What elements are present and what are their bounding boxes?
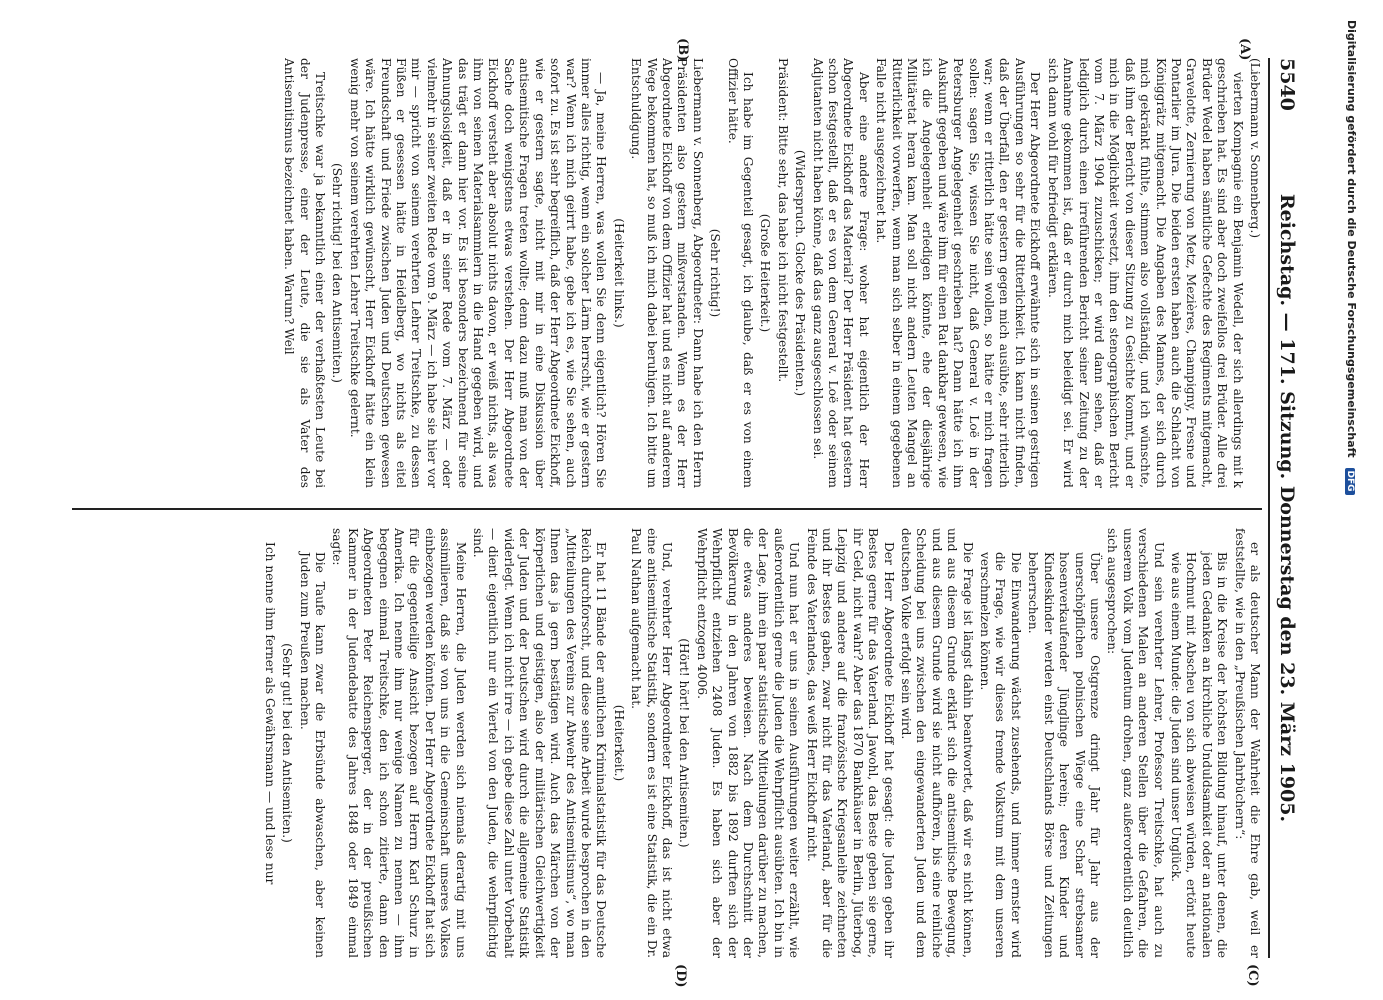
credit-text: Digitalisierung gefördert durch die Deutsche Forschungsgemeinschaft xyxy=(1345,20,1358,458)
speaker-line: (Liebermann v. Sonnenberg.) xyxy=(1248,58,1262,239)
interjection: (Heiterkeit.) xyxy=(611,704,626,782)
paragraph: Er hat 11 Bände der amtlichen Kriminalstatistik für das Deutsche Reich durchforscht, und diese seine Arbeit wurde besprochen in den „Mitteilungen des Vereins zur Abwehr des Antisemitismus“, wo man Ihnen das ja gern bestätigen wird. Auch das Märchen von der körperlichen und geistigen, also der militärischen Gleichwertigkeit der Juden und der Deutschen wird durch die allgemeine Statistik widerlegt. Wenn ich nicht irre — ich gebe diese Zahl unter Vorbehalt — dient eigentlich nur ein Viertel von den Juden, die wehrpflichtig sind. xyxy=(471,528,609,958)
running-title: Reichstag. — 171. Sitzung. Donnerstag den 23. März 1905. xyxy=(1276,193,1298,823)
paragraph: Und, verehrter Herr Abgeordneter Eickhoff, das ist nicht etwa eine antisemitische Statistik, sondern es ist eine Statistik, die ein Dr. Paul Nathan aufgemacht hat. xyxy=(629,528,674,958)
rotated-page xyxy=(60,38,1300,988)
paragraph: Ich nenne ihm ferner als Gewährsmann — und lese nur xyxy=(262,542,277,885)
paragraph: er als deutscher Mann der Wahrheit die Ehre gab, weil er feststellte, wie in den „Preußischen Jahrbüchern“: xyxy=(1232,528,1262,958)
paragraph: — Ja, meine Herren, was wollen Sie denn eigentlich? Hören Sie immer alles richtig, wenn ein solcher Lärm herrscht, wie er gestern war? Wenn ich mich geirrt habe, gebe ich es, wie Sie sehen, auch sofort zu. Es ist sehr begreiflich, daß der Herr Abgeordnete Eickhoff, wie er gestern sagte, nicht mit mir in eine Diskussion über antisemitische Fragen treten wollte; denn dazu muß man von der Sache doch wenigstens etwas verstehen. Der Herr Abgeordnete Eickhoff versteht aber absolut nichts davon, er weiß nichts, als was ihm von seinen Materialsammlern in die Hand gegeben wird, und das trägt er dann hier vor. Es ist besonders bezeichnend für seine Ahnungslosigkeit, daß er in seiner Rede vom 7. März — oder vielmehr in seiner zweiten Rede vom 9. März — ich habe sie hier vor mir — spricht von seinem verehrten Lehrer Treitschke, zu dessen Füßen er gesessen hätte in Heidelberg, wo nichts als eitel Freundschaft und Friede zwischen Juden und Deutschen gewesen wäre. Ich hätte wirklich gewünscht, Herr Eickhoff hätte ein klein wenig mehr von seinem verehrten Lehrer Treitschke gelernt. xyxy=(347,58,609,488)
column-divider xyxy=(72,508,1262,510)
speaker-line: Präsident: Bitte sehr, das habe ich nicht festgestellt. xyxy=(775,58,790,383)
page-header xyxy=(1274,58,1300,958)
interjection: (Heiterkeit links.) xyxy=(611,218,626,328)
quotation: Die Einwanderung wächst zusehends, und immer ernster wird die Frage, wie wir dieses fremde Volkstum mit dem unseren verschmelzen können. xyxy=(978,552,1023,958)
speaker-line: Liebermann v. Sonnenberg, Abgeordneter: Dann habe ich den Herrn Präsidenten also gestern mißverstanden. Wenn es der Herr Abgeordnete Eickhoff von dem Offizier hat und es nicht auf anderem Wege bekommen hat, so muß ich mich dabei beruhigen. Ich bitte um Entschuldigung. xyxy=(629,58,705,488)
paragraph: Die Frage ist längst dahin beantwortet, daß wir es nicht können, und aus diesem Grunde erklärt sich die antisemitische Bewegung, und aus diesem Grunde wird sie nicht aufhören, bis eine reinliche Scheidung bei uns zwischen den eingewanderten Juden und dem deutschen Volke erfolgt sein wird. xyxy=(899,528,975,958)
quotation: Über unsere Ostgrenze dringt Jahr für Jahr aus der unerschöpflichen polnischen Wiege eine Schar strebsamer hosenverkaufender Jünglinge herein; deren Kinder und Kindeskinder werden einst Deutschlands Börse und Zeitungen beherrschen. xyxy=(1026,552,1102,958)
dfg-logo: DFG xyxy=(1345,468,1355,495)
interjection: (Große Heiterkeit.) xyxy=(758,213,773,333)
margin-marker-c: (C) xyxy=(1245,964,1260,987)
paragraph: Der Herr Abgeordnete Eickhoff erwähnte sich in seinen gestrigen Ausführungen so sehr für die Ritterlichkeit. Ich kann nicht finden, daß der Überfall, den er gestern gegen mich ausübte, sehr ritterlich war; wenn er ritterlich hätte sein wollen, so hätte er mich fragen sollen: sagen Sie, wissen Sie nicht, daß General v. Loë in der Petersburger Angelegenheit geschrieben hat? Dann hätte ich ihm Auskunft gegeben und wäre ihm für einen Rat dankbar gewesen, wie ich die Angelegenheit erledigen könnte, ehe der diesjährige Militäretat heran kam. Man soll nicht andern Leuten Mangel an Ritterlichkeit vorwerfen, wenn man sich selber in einem gegebenen Falle nicht ausgezeichnet hat. xyxy=(874,58,1043,488)
interjection: (Sehr gut! bei den Antisemiten.) xyxy=(280,643,295,843)
margin-marker-b: (B) xyxy=(675,38,690,62)
quotation: Die Taufe kann zwar die Erbsünde abwaschen, aber keinen Juden zum Preußen machen. xyxy=(297,552,328,958)
interjection: (Sehr richtig! bei den Antisemiten.) xyxy=(330,162,345,384)
paragraph: Ich habe im Gegenteil gesagt, ich glaube, daß er es von einem Offizier hätte. xyxy=(725,58,755,488)
interjection: (Sehr richtig!) xyxy=(708,228,723,318)
margin-marker-a: (A) xyxy=(1237,38,1252,61)
left-column xyxy=(72,58,1262,488)
paragraph: Treitschke war ja bekanntlich einer der verhaßtesten Leute bei der Judenpresse, einer der Leute, die sie als Vater des Antisemitismus bezeichnet haben. Warum? Weil xyxy=(282,58,328,488)
right-column xyxy=(72,528,1262,958)
header-rule xyxy=(1268,58,1270,958)
page-number: 5540 xyxy=(1276,58,1298,111)
paragraph: Meine Herren, die Juden werden sich niemals derartig mit uns assimilieren, daß sie von uns in die Gemeinschaft unseres Volkes einbezogen werden könnten. Der Herr Abgeordnete Eickhoff hat sich für die gegenteilige Ansicht bezogen auf Herrn Karl Schurz in Amerika. Ich nenne ihm nur wenige Namen zu nennen — ihm begegnen einmal Treitschke, den ich schon zitierte, dann den Abgeordneten Peter Reichensperger, der in der preußischen Kammer in der Judendebatte des Jahres 1848 oder 1849 einmal sagte: xyxy=(330,528,468,958)
interjection: (Hört! hört! bei den Antisemiten.) xyxy=(677,638,692,848)
paragraph: Aber eine andere Frage: woher hat eigentlich der Herr Abgeordnete Eickhoff das Material? Der Herr Präsident hat gestern schon festgestellt, daß er es von dem General v. Loë oder seinem Adjutanten nicht haben könne, daß das ganz ausgeschlossen sei. xyxy=(810,58,871,488)
margin-marker-d: (D) xyxy=(673,964,688,988)
digitization-credit xyxy=(1342,20,1358,990)
paragraph: Der Herr Abgeordnete Eickhoff hat gesagt: die Juden geben ihr Bestes gerne für das Vaterland. Jawohl, das Beste geben sie gerne, ihr Geld, nicht wahr? Aber das 1870 Bankhäuser in Berlin, Jüterbog, Leipzig und andere auf die französische Kriegsanleihe zeichneten und ihr Bestes gaben, zwar nicht für das Vaterland, aber für die Feinde des Vaterlandes, das weiß Herr Eickhoff nicht. xyxy=(804,528,896,958)
paragraph: Und nun hat er uns in seinen Ausführungen weiter erzählt, wie außerordentlich gerne die Juden die Wehrpflicht ausübten. Ich bin in der Lage, ihm ein paar statistische Mitteilungen darüber zu machen, die etwas anderes beweisen. Nach dem Durchschnitt der Bevölkerung in den Jahren von 1882 bis 1892 durften sich der Wehrpflicht entziehen 2408 Juden. Es haben sich aber der Wehrpflicht entzogen 4006. xyxy=(694,528,802,958)
paragraph: vierten Kompagnie ein Benjamin Wedell, der sich allerdings mit k geschrieben hat. Es sind aber doch zweifellos drei Brüder. Alle drei Brüder Wedel haben sämtliche Gefechte des Regiments mitgemacht, Gravelotte, Zernierung von Metz, Mezières, Champigny, Fresne und Pontarlier im Jura. Die beiden ersten haben auch die Schlacht von Königgrätz mitgemacht. Die Angaben des Mannes, der sich durch mich gekränkt fühlte, stimmen also vollständig, und ich wünschte, daß ihm der Bericht von dieser Sitzung zu Gesichte kommt, und er mich in die Möglichkeit versetzt, ihm den stenographischen Bericht vom 7. März 1904 zuzuschicken; er wird dann sehen, daß er lediglich durch einen irreführenden Bericht seiner Zeitung zu der Annahme gekommen ist, daß er durch mich beleidigt sei. Er wird sich dann wohl für befriedigt erklären. xyxy=(1045,58,1245,488)
quotation: Bis in die Kreise der höchsten Bildung hinauf, unter denen, die jeden Gedanken an kirchliche Unduldsamkeit oder an nationalen Hochmut mit Abscheu von sich abweisen würden, ertönt heute wie aus einem Munde: die Juden sind unser Unglück. xyxy=(1168,552,1230,958)
interjection: (Widerspruch. Glocke des Präsidenten.) xyxy=(793,149,808,397)
paragraph: Und sein verehrter Lehrer, Professor Treitschke, hat auch zu verschiedenen Malen an anderen Stellen über die Gefahren, die unserem Volk vom Judentum drohen, ganz außerordentlich deutlich sich ausgesprochen: xyxy=(1105,528,1166,958)
